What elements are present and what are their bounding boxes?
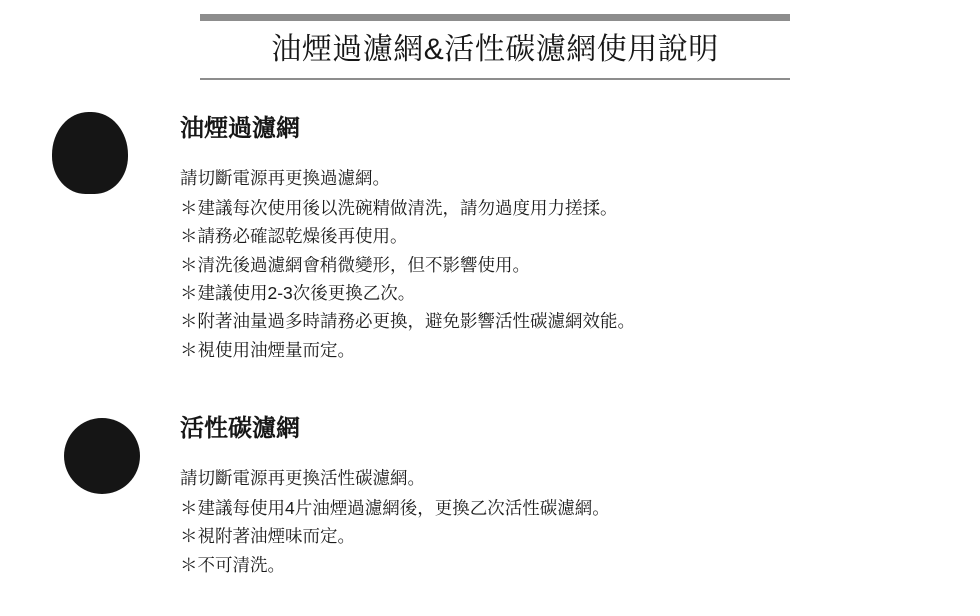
filled-circle-bullet-icon — [64, 418, 140, 494]
section-line: ＊附著油量過多時請務必更換，避免影響活性碳濾網效能。 — [180, 311, 635, 332]
section-line: ＊建議每使用4片油煙過濾網後，更換乙次活性碳濾網。 — [180, 497, 610, 518]
section-line: ＊建議使用2-3次後更換乙次。 — [180, 282, 416, 303]
section-line: ＊不可清洗。 — [180, 554, 285, 575]
filled-blob-bullet-icon — [52, 112, 128, 194]
section-line: ＊請務必確認乾燥後再使用。 — [180, 226, 408, 247]
section-carbon-filter — [180, 412, 940, 579]
section-oil-filter — [180, 112, 940, 364]
section-line: ＊視使用油煙量而定。 — [180, 339, 355, 360]
section-heading: 活性碳濾網 — [180, 415, 300, 442]
section-line: ＊視附著油煙味而定。 — [180, 526, 355, 547]
section-line: 請切斷電源再更換活性碳濾網。 — [180, 467, 425, 488]
title-rule-top — [200, 14, 790, 21]
title-rule-bottom — [200, 78, 790, 80]
section-heading: 油煙過濾網 — [180, 115, 300, 142]
section-line: ＊建議每次使用後以洗碗精做清洗，請勿過度用力搓揉。 — [180, 197, 618, 218]
title-block — [200, 14, 790, 80]
page-title: 油煙過濾網&活性碳濾網使用說明 — [271, 33, 719, 66]
section-line: 請切斷電源再更換過濾網。 — [180, 167, 390, 188]
section-line: ＊清洗後過濾網會稍微變形，但不影響使用。 — [180, 254, 530, 275]
